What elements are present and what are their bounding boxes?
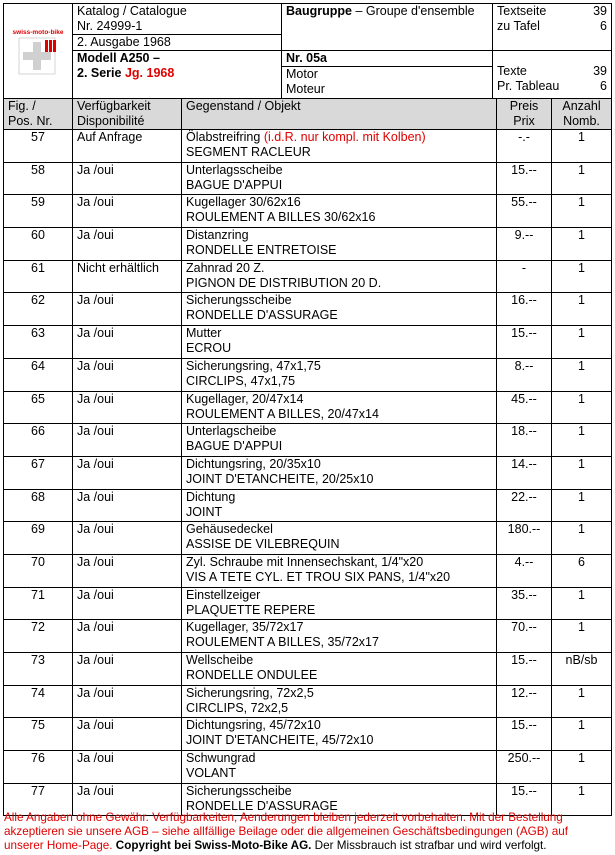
row-availability bbox=[73, 751, 182, 784]
table-row bbox=[4, 718, 612, 751]
row-position bbox=[4, 620, 73, 653]
catalog-label: Katalog / Catalogue bbox=[77, 4, 187, 18]
row-availability bbox=[73, 228, 182, 261]
availability-text: Ja /oui bbox=[77, 718, 114, 733]
availability-text: Ja /oui bbox=[77, 522, 114, 537]
swiss-moto-bike-logo bbox=[9, 22, 67, 76]
row-position bbox=[4, 326, 73, 359]
table-row bbox=[4, 391, 612, 424]
item-name-fr: CIRCLIPS, 47x1,75 bbox=[186, 373, 296, 388]
row-quantity bbox=[552, 391, 612, 424]
table-row bbox=[4, 293, 612, 326]
row-price bbox=[497, 358, 552, 391]
item-name-de: Unterlagscheibe bbox=[186, 424, 277, 439]
item-name-de: Gehäusedeckel bbox=[186, 522, 273, 537]
row-item bbox=[182, 587, 497, 620]
group-number-cell bbox=[282, 51, 493, 67]
item-name-de: Mutter bbox=[186, 326, 222, 341]
position-number: 71 bbox=[31, 587, 45, 602]
row-availability bbox=[73, 685, 182, 718]
series-prefix: 2. Serie bbox=[77, 66, 125, 80]
quantity-value: 1 bbox=[578, 293, 585, 308]
price-value: 8.-- bbox=[514, 358, 534, 373]
col-price-fr: Prix bbox=[513, 114, 535, 128]
quantity-value: 1 bbox=[578, 358, 585, 373]
item-name-fr: SEGMENT RACLEUR bbox=[186, 145, 311, 159]
catalog-number: Nr. 24999-1 bbox=[77, 19, 143, 33]
item-name-de: Schwungrad bbox=[186, 751, 256, 766]
quantity-value: 1 bbox=[578, 587, 585, 602]
row-availability bbox=[73, 718, 182, 751]
item-name-fr: ROULEMENT A BILLES 30/62x16 bbox=[186, 210, 376, 225]
position-number: 74 bbox=[31, 685, 45, 700]
row-quantity bbox=[552, 424, 612, 457]
price-value: 15.-- bbox=[511, 162, 537, 177]
row-position bbox=[4, 358, 73, 391]
position-number: 59 bbox=[31, 195, 45, 210]
item-name-fr: RONDELLE D'ASSURAGE bbox=[186, 308, 338, 323]
table-row bbox=[4, 260, 612, 293]
col-pos-de: Fig. / bbox=[8, 99, 36, 113]
availability-text: Nicht erhältlich bbox=[77, 260, 159, 275]
table-row bbox=[4, 489, 612, 522]
quantity-value: 1 bbox=[578, 391, 585, 406]
footer-disclaimer bbox=[4, 811, 610, 853]
quantity-value: 1 bbox=[578, 326, 585, 341]
quantity-value: 1 bbox=[578, 424, 585, 439]
row-item bbox=[182, 358, 497, 391]
item-name-fr: RONDELLE ONDULEE bbox=[186, 668, 318, 682]
item-name-de: Zahnrad 20 Z. bbox=[186, 260, 265, 275]
availability-text: Ja /oui bbox=[77, 424, 114, 439]
row-quantity bbox=[552, 195, 612, 228]
copyright-rest: Der Missbrauch ist strafbar und wird verfolgt. bbox=[311, 839, 547, 852]
position-number: 60 bbox=[31, 228, 45, 243]
item-name-fr: VOLANT bbox=[186, 766, 237, 781]
position-number: 57 bbox=[31, 130, 45, 144]
logo-text: swiss-moto-bike bbox=[12, 29, 64, 36]
row-price bbox=[497, 456, 552, 489]
row-position bbox=[4, 489, 73, 522]
price-value: 45.-- bbox=[511, 391, 537, 406]
availability-text: Ja /oui bbox=[77, 195, 114, 210]
table-row bbox=[4, 653, 612, 686]
position-number: 63 bbox=[31, 326, 45, 341]
row-price bbox=[497, 620, 552, 653]
group-label-cell bbox=[282, 4, 493, 51]
row-item bbox=[182, 260, 497, 293]
textseite-label: Textseite bbox=[497, 4, 547, 18]
availability-text: Ja /oui bbox=[77, 326, 114, 341]
item-name-fr: PLAQUETTE REPERE bbox=[186, 602, 316, 617]
item-name-fr: ROULEMENT A BILLES, 20/47x14 bbox=[186, 406, 379, 421]
row-position bbox=[4, 162, 73, 195]
row-availability bbox=[73, 620, 182, 653]
row-quantity bbox=[552, 456, 612, 489]
row-quantity bbox=[552, 522, 612, 555]
row-item bbox=[182, 456, 497, 489]
row-price bbox=[497, 685, 552, 718]
table-row bbox=[4, 130, 612, 163]
item-name-fr: RONDELLE D'ASSURAGE bbox=[186, 798, 338, 813]
row-price bbox=[497, 751, 552, 784]
availability-text: Ja /oui bbox=[77, 587, 114, 602]
row-quantity bbox=[552, 685, 612, 718]
tafel-value: 6 bbox=[600, 19, 607, 33]
group-name-fr: Moteur bbox=[286, 82, 325, 96]
row-position bbox=[4, 718, 73, 751]
item-name-fr: JOINT bbox=[186, 504, 223, 519]
row-quantity bbox=[552, 162, 612, 195]
item-name-de: Distanzring bbox=[186, 228, 249, 243]
catalog-label-cell bbox=[73, 4, 282, 35]
row-item bbox=[182, 620, 497, 653]
position-number: 68 bbox=[31, 489, 45, 504]
position-number: 61 bbox=[31, 260, 45, 275]
row-availability bbox=[73, 293, 182, 326]
row-availability bbox=[73, 653, 182, 686]
row-quantity bbox=[552, 653, 612, 686]
row-availability bbox=[73, 260, 182, 293]
col-qty-fr: Nomb. bbox=[563, 114, 600, 128]
position-number: 67 bbox=[31, 456, 45, 471]
copyright-bold: Copyright bei Swiss-Moto-Bike AG. bbox=[115, 839, 312, 852]
table-row bbox=[4, 326, 612, 359]
row-item bbox=[182, 228, 497, 261]
row-quantity bbox=[552, 554, 612, 587]
availability-text: Ja /oui bbox=[77, 228, 114, 243]
row-availability bbox=[73, 522, 182, 555]
quantity-value: 1 bbox=[578, 228, 585, 243]
row-position bbox=[4, 554, 73, 587]
col-avail-de: Verfügbarkeit bbox=[77, 99, 151, 113]
item-name-fr: ASSISE DE VILEBREQUIN bbox=[186, 537, 340, 552]
item-name-de: Sicherungsring, 72x2,5 bbox=[186, 685, 314, 700]
row-price bbox=[497, 522, 552, 555]
row-position bbox=[4, 522, 73, 555]
group-name-cell bbox=[282, 67, 493, 99]
item-name-de: Sicherungsscheibe bbox=[186, 783, 292, 798]
row-item bbox=[182, 293, 497, 326]
row-item bbox=[182, 326, 497, 359]
table-row bbox=[4, 522, 612, 555]
price-value: 16.-- bbox=[511, 293, 537, 308]
quantity-value: 1 bbox=[578, 489, 585, 504]
item-name-de: Unterlagsscheibe bbox=[186, 162, 283, 177]
price-value: 18.-- bbox=[511, 424, 537, 439]
quantity-value: 1 bbox=[578, 130, 585, 144]
price-value: 15.-- bbox=[511, 653, 537, 667]
textseite-cell bbox=[493, 4, 612, 51]
item-name-fr: JOINT D'ETANCHEITE, 20/25x10 bbox=[186, 471, 374, 486]
availability-text: Ja /oui bbox=[77, 685, 114, 700]
price-value: - bbox=[521, 260, 527, 275]
row-price bbox=[497, 718, 552, 751]
item-name-de: Dichtungsring, 20/35x10 bbox=[186, 456, 321, 471]
table-row bbox=[4, 162, 612, 195]
item-name-fr: JOINT D'ETANCHEITE, 45/72x10 bbox=[186, 733, 374, 748]
price-value: 14.-- bbox=[511, 456, 537, 471]
price-value: 250.-- bbox=[507, 751, 541, 766]
position-number: 76 bbox=[31, 751, 45, 766]
table-row bbox=[4, 195, 612, 228]
price-value: 9.-- bbox=[514, 228, 534, 243]
position-number: 66 bbox=[31, 424, 45, 439]
row-availability bbox=[73, 130, 182, 163]
col-price bbox=[497, 99, 552, 130]
row-item bbox=[182, 424, 497, 457]
row-quantity bbox=[552, 489, 612, 522]
row-price bbox=[497, 162, 552, 195]
row-quantity bbox=[552, 718, 612, 751]
row-item bbox=[182, 554, 497, 587]
availability-text: Ja /oui bbox=[77, 783, 114, 798]
tafel-label: zu Tafel bbox=[497, 19, 540, 33]
table-row bbox=[4, 751, 612, 784]
availability-text: Ja /oui bbox=[77, 358, 114, 373]
price-value: 55.-- bbox=[511, 195, 537, 210]
row-availability bbox=[73, 195, 182, 228]
item-name-de: Zyl. Schraube mit Innensechskant, 1/4"x20 bbox=[186, 554, 424, 569]
row-position bbox=[4, 751, 73, 784]
disclaimer-text: Alle Angaben ohne Gewähr. Verfügbarkeiten, Aenderungen bleiben jederzeit vorbehalten. Mit der Bestellung akzeptieren sie unsere AGB – siehe allfällige Beilage oder die allgemeinen Geschäftsbedingungen (AGB) auf unserer Home-Page. bbox=[4, 811, 568, 852]
row-price bbox=[497, 326, 552, 359]
group-number: Nr. 05a bbox=[286, 51, 328, 65]
quantity-value: 1 bbox=[578, 783, 585, 798]
item-name-de: Dichtung bbox=[186, 489, 236, 504]
texte-label: Texte bbox=[497, 64, 527, 78]
row-item bbox=[182, 653, 497, 686]
col-item bbox=[182, 99, 497, 130]
item-name-de: Kugellager, 35/72x17 bbox=[186, 620, 304, 635]
row-availability bbox=[73, 587, 182, 620]
row-price bbox=[497, 228, 552, 261]
row-price bbox=[497, 391, 552, 424]
item-name-de: Ölabstreifring bbox=[186, 130, 261, 144]
table-row bbox=[4, 358, 612, 391]
col-availability bbox=[73, 99, 182, 130]
position-number: 69 bbox=[31, 522, 45, 537]
item-name-fr: RONDELLE ENTRETOISE bbox=[186, 243, 337, 258]
row-price bbox=[497, 424, 552, 457]
row-item bbox=[182, 162, 497, 195]
quantity-value: 1 bbox=[578, 685, 585, 700]
availability-text: Auf Anfrage bbox=[77, 130, 143, 144]
col-avail-fr: Disponibilité bbox=[77, 114, 145, 128]
row-position bbox=[4, 685, 73, 718]
row-availability bbox=[73, 391, 182, 424]
texte-cell bbox=[493, 51, 612, 99]
tableau-value: 6 bbox=[600, 79, 607, 93]
row-quantity bbox=[552, 751, 612, 784]
row-position bbox=[4, 587, 73, 620]
quantity-value: 1 bbox=[578, 456, 585, 471]
row-item bbox=[182, 685, 497, 718]
model-cell bbox=[73, 51, 282, 99]
row-price bbox=[497, 554, 552, 587]
table-row bbox=[4, 456, 612, 489]
row-price bbox=[497, 489, 552, 522]
row-availability bbox=[73, 456, 182, 489]
row-position bbox=[4, 260, 73, 293]
row-position bbox=[4, 456, 73, 489]
quantity-value: 1 bbox=[578, 751, 585, 766]
table-row bbox=[4, 620, 612, 653]
row-quantity bbox=[552, 587, 612, 620]
row-price bbox=[497, 587, 552, 620]
price-value: 12.-- bbox=[511, 685, 537, 700]
position-number: 65 bbox=[31, 391, 45, 406]
row-price bbox=[497, 260, 552, 293]
table-row bbox=[4, 424, 612, 457]
row-quantity bbox=[552, 326, 612, 359]
price-value: 70.-- bbox=[511, 620, 537, 635]
row-position bbox=[4, 424, 73, 457]
item-name-fr: VIS A TETE CYL. ET TROU SIX PANS, 1/4"x20 bbox=[186, 569, 451, 584]
availability-text: Ja /oui bbox=[77, 751, 114, 766]
col-pos bbox=[4, 99, 73, 130]
quantity-value: 1 bbox=[578, 522, 585, 537]
row-availability bbox=[73, 326, 182, 359]
quantity-value: nB/sb bbox=[565, 653, 598, 667]
row-item bbox=[182, 130, 497, 163]
row-item bbox=[182, 522, 497, 555]
quantity-value: 6 bbox=[578, 554, 585, 569]
item-name-de: Dichtungsring, 45/72x10 bbox=[186, 718, 321, 733]
item-name-de: Kugellager, 20/47x14 bbox=[186, 391, 304, 406]
catalog-header bbox=[3, 3, 612, 99]
col-pos-fr: Pos. Nr. bbox=[8, 114, 53, 128]
position-number: 64 bbox=[31, 358, 45, 373]
position-number: 75 bbox=[31, 718, 45, 733]
availability-text: Ja /oui bbox=[77, 162, 114, 177]
item-name-de: Wellscheibe bbox=[186, 653, 254, 667]
position-number: 70 bbox=[31, 554, 45, 569]
row-quantity bbox=[552, 130, 612, 163]
row-availability bbox=[73, 358, 182, 391]
quantity-value: 1 bbox=[578, 718, 585, 733]
col-qty-de: Anzahl bbox=[562, 99, 601, 113]
price-value: 15.-- bbox=[511, 783, 537, 798]
col-quantity bbox=[552, 99, 612, 130]
logo-cell bbox=[4, 4, 73, 99]
table-row bbox=[4, 554, 612, 587]
availability-text: Ja /oui bbox=[77, 489, 114, 504]
row-price bbox=[497, 130, 552, 163]
availability-text: Ja /oui bbox=[77, 653, 114, 667]
item-name-de: Sicherungsring, 47x1,75 bbox=[186, 358, 321, 373]
quantity-value: 1 bbox=[578, 195, 585, 210]
row-position bbox=[4, 195, 73, 228]
row-availability bbox=[73, 162, 182, 195]
row-quantity bbox=[552, 358, 612, 391]
series-year: Jg. 1968 bbox=[124, 66, 175, 80]
quantity-value: 1 bbox=[578, 162, 585, 177]
row-position bbox=[4, 130, 73, 163]
price-value: -.- bbox=[518, 130, 530, 144]
row-position bbox=[4, 653, 73, 686]
item-name-fr: BAGUE D'APPUI bbox=[186, 177, 283, 192]
texte-value: 39 bbox=[593, 64, 607, 78]
row-position bbox=[4, 293, 73, 326]
availability-text: Ja /oui bbox=[77, 554, 114, 569]
group-label-rest: – Groupe d'ensemble bbox=[351, 4, 475, 18]
price-value: 35.-- bbox=[511, 587, 537, 602]
group-label-bold: Baugruppe bbox=[286, 4, 352, 18]
price-value: 4.-- bbox=[514, 554, 534, 569]
row-quantity bbox=[552, 228, 612, 261]
price-value: 15.-- bbox=[511, 718, 537, 733]
price-value: 22.-- bbox=[511, 489, 537, 504]
row-availability bbox=[73, 489, 182, 522]
edition-cell bbox=[73, 35, 282, 51]
item-name-fr: PIGNON DE DISTRIBUTION 20 D. bbox=[186, 275, 382, 290]
price-value: 180.-- bbox=[507, 522, 541, 537]
availability-text: Ja /oui bbox=[77, 391, 114, 406]
row-price bbox=[497, 653, 552, 686]
position-number: 77 bbox=[31, 783, 45, 798]
item-note: (i.d.R. nur kompl. mit Kolben) bbox=[260, 130, 426, 144]
textseite-value: 39 bbox=[593, 4, 607, 18]
parts-catalog-page bbox=[3, 3, 611, 816]
group-name-de: Motor bbox=[286, 67, 318, 81]
item-name-fr: CIRCLIPS, 72x2,5 bbox=[186, 700, 289, 715]
col-item-label: Gegenstand / Objekt bbox=[186, 99, 301, 113]
tableau-label: Pr. Tableau bbox=[497, 79, 560, 93]
row-quantity bbox=[552, 620, 612, 653]
price-value: 15.-- bbox=[511, 326, 537, 341]
row-item bbox=[182, 391, 497, 424]
row-availability bbox=[73, 424, 182, 457]
item-name-de: Einstellzeiger bbox=[186, 587, 261, 602]
model-line: Modell A250 – bbox=[77, 51, 160, 65]
row-item bbox=[182, 489, 497, 522]
col-price-de: Preis bbox=[509, 99, 539, 113]
position-number: 73 bbox=[31, 653, 45, 667]
availability-text: Ja /oui bbox=[77, 293, 114, 308]
item-name-fr: ECROU bbox=[186, 341, 232, 356]
table-row bbox=[4, 228, 612, 261]
row-price bbox=[497, 195, 552, 228]
edition: 2. Ausgabe 1968 bbox=[77, 35, 171, 49]
row-item bbox=[182, 751, 497, 784]
item-name-fr: BAGUE D'APPUI bbox=[186, 439, 283, 454]
position-number: 62 bbox=[31, 293, 45, 308]
availability-text: Ja /oui bbox=[77, 620, 114, 635]
column-header-row bbox=[4, 99, 612, 130]
item-name-de: Kugellager 30/62x16 bbox=[186, 195, 301, 210]
row-availability bbox=[73, 554, 182, 587]
parts-table bbox=[3, 98, 612, 816]
item-name-fr: ROULEMENT A BILLES, 35/72x17 bbox=[186, 635, 379, 650]
row-quantity bbox=[552, 260, 612, 293]
row-item bbox=[182, 195, 497, 228]
position-number: 58 bbox=[31, 162, 45, 177]
row-quantity bbox=[552, 293, 612, 326]
quantity-value: 1 bbox=[578, 620, 585, 635]
table-row bbox=[4, 587, 612, 620]
row-item bbox=[182, 718, 497, 751]
availability-text: Ja /oui bbox=[77, 456, 114, 471]
row-position bbox=[4, 228, 73, 261]
table-row bbox=[4, 685, 612, 718]
row-price bbox=[497, 293, 552, 326]
row-position bbox=[4, 391, 73, 424]
quantity-value: 1 bbox=[578, 260, 585, 275]
item-name-de: Sicherungsscheibe bbox=[186, 293, 292, 308]
position-number: 72 bbox=[31, 620, 45, 635]
